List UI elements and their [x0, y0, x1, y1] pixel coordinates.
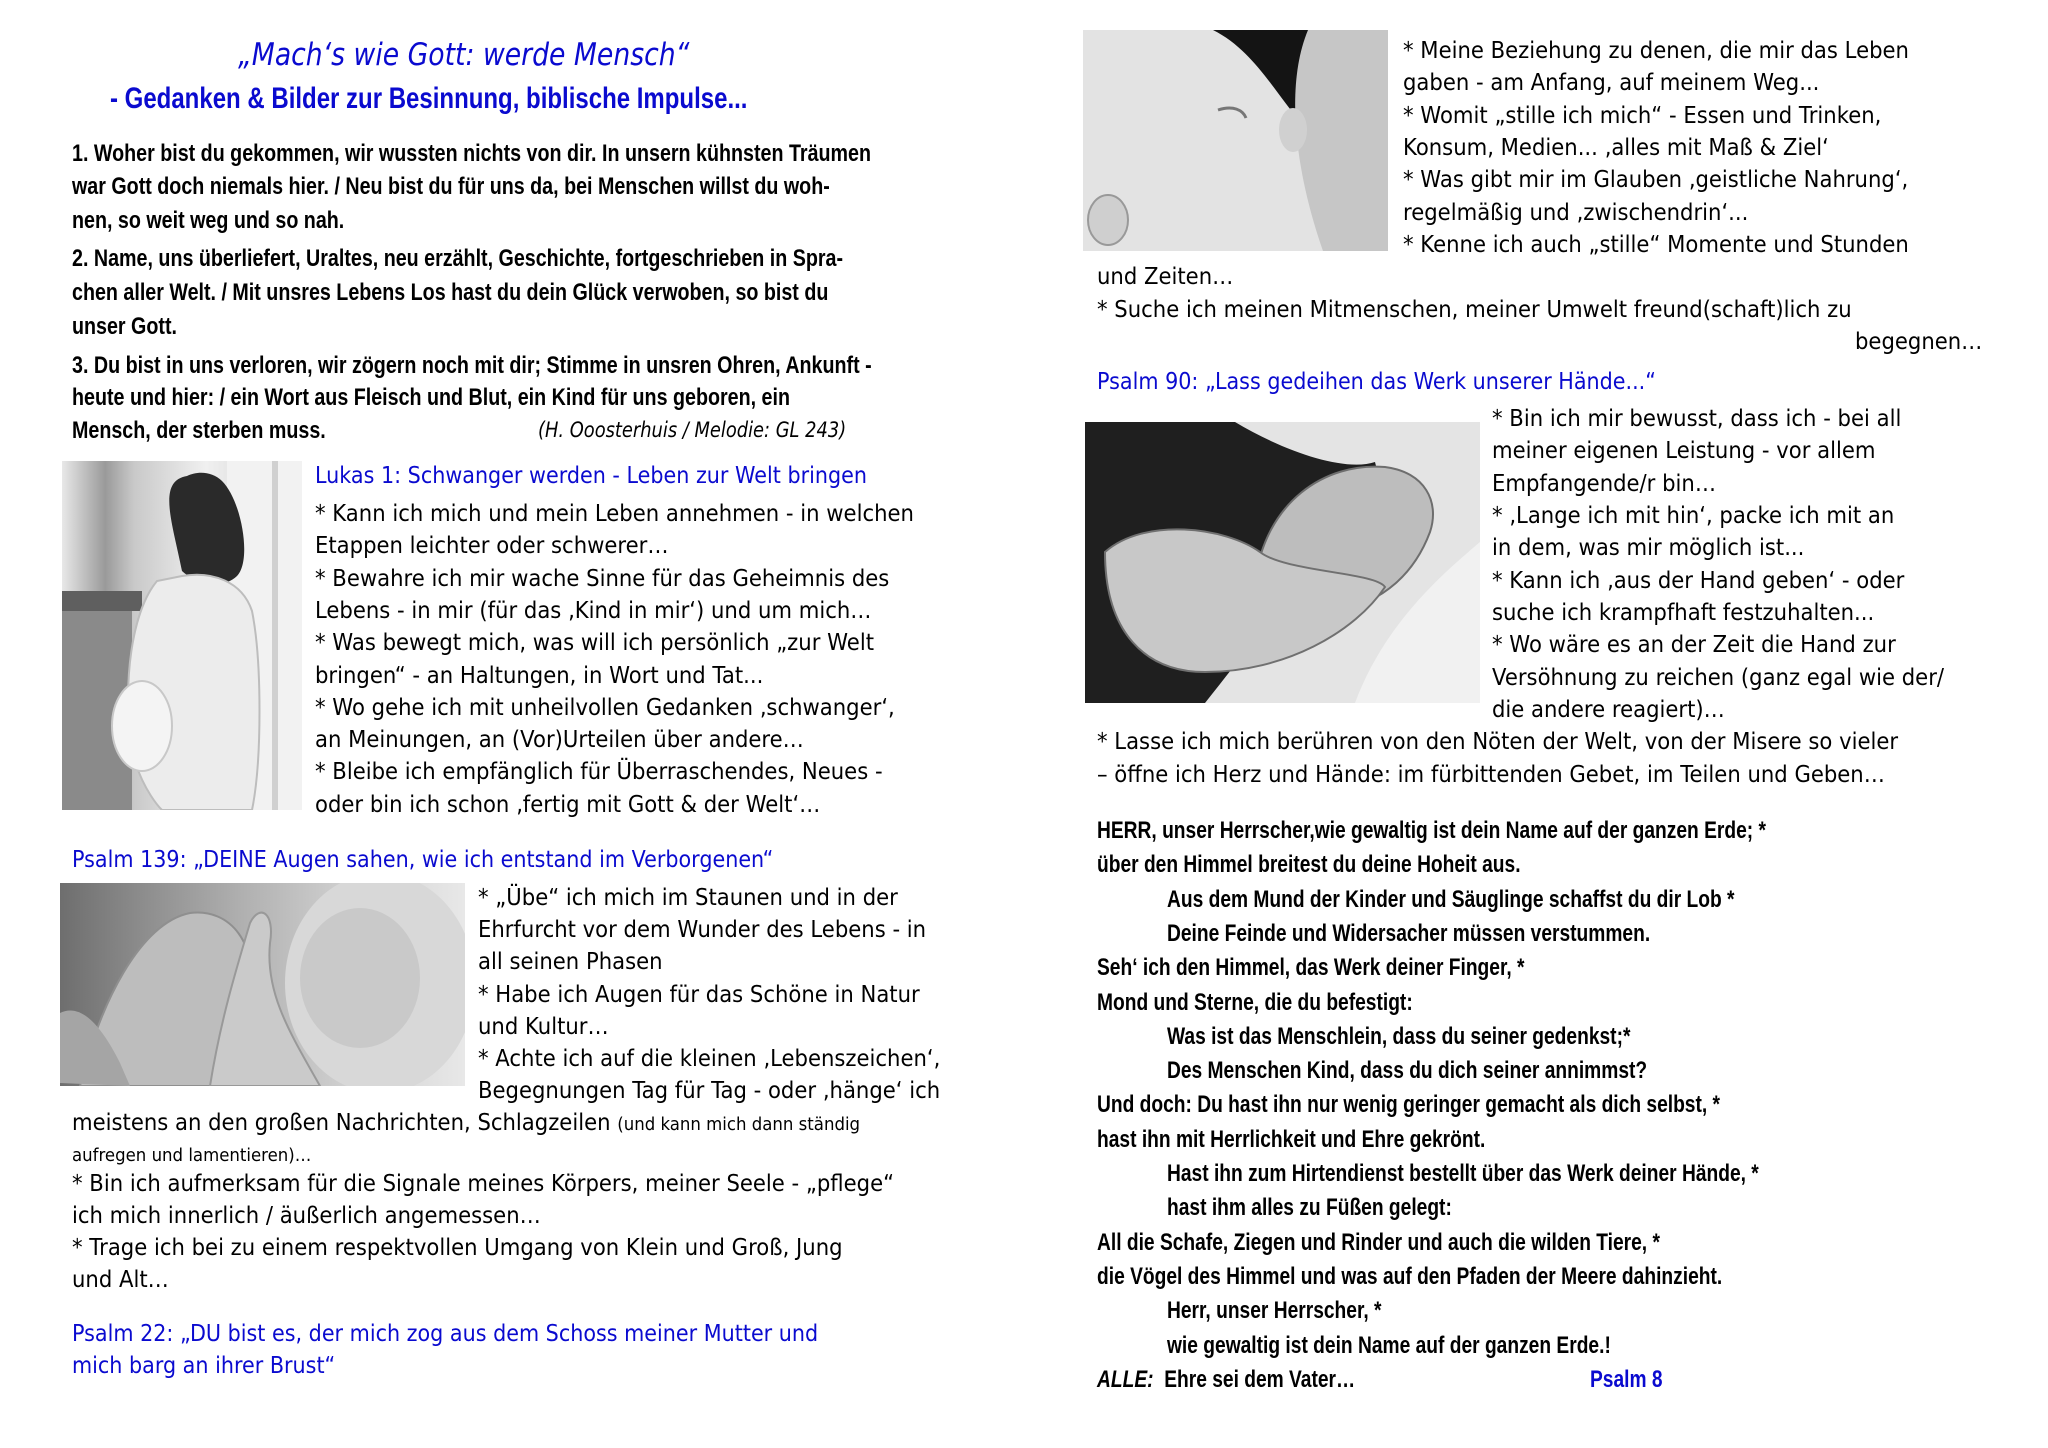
psalm90-line: * Bin ich mir bewusst, dass ich - bei all — [1492, 406, 1902, 432]
psalm139-line-meistens-small: (und kann mich dann ständig — [617, 1114, 861, 1135]
psalm139-line: * Habe ich Augen für das Schöne in Natur — [478, 982, 920, 1008]
song-line: 2. Name, uns überliefert, Uraltes, neu erzählt, Geschichte, fortgeschrieben in Spra- — [72, 245, 844, 272]
psalm139-line-meistens: meistens an den großen Nachrichten, Schlagzeilen — [72, 1110, 611, 1136]
psalm8-line: die Vögel des Himmel und was auf den Pfaden der Meere dahinzieht. — [1097, 1263, 1723, 1290]
right-top-line: begegnen… — [1855, 329, 1983, 355]
psalm90-line: suche ich krampfhaft festzuhalten... — [1492, 600, 1875, 626]
right-top-line: und Zeiten… — [1097, 264, 1234, 290]
song-line: heute und hier: / ein Wort aus Fleisch und Blut, ein Kind für uns geboren, ein — [72, 384, 790, 411]
psalm8-line: wie gewaltig ist dein Name auf der ganzen Erde.! — [1167, 1332, 1611, 1359]
psalm8-line: über den Himmel breitest du deine Hoheit aus. — [1097, 851, 1521, 878]
page-subtitle: - Gedanken & Bilder zur Besinnung, biblische Impulse... — [110, 82, 748, 115]
breastfeeding-image — [1083, 30, 1388, 251]
song-line: 3. Du bist in uns verloren, wir zögern noch mit dir; Stimme in unsren Ohren, Ankunft - — [72, 352, 872, 379]
baby-hands-image — [60, 883, 465, 1086]
psalm22-heading: Psalm 22: „DU bist es, der mich zog aus dem Schoss meiner Mutter und — [72, 1321, 819, 1347]
psalm8-line: Was ist das Menschlein, dass du seiner gedenkst;* — [1167, 1023, 1631, 1050]
lukas-line: bringen“ - an Haltungen, in Wort und Tat... — [315, 663, 764, 689]
psalm8-line: All die Schafe, Ziegen und Rinder und auch die wilden Tiere, * — [1097, 1229, 1660, 1256]
lukas-line: * Bleibe ich empfänglich für Überraschendes, Neues - — [315, 759, 883, 785]
right-top-line: * Was gibt mir im Glauben ‚geistliche Nahrung‘, — [1403, 167, 1909, 193]
psalm8-line: Herr, unser Herrscher, * — [1167, 1297, 1382, 1324]
photo-baby-hands — [60, 883, 465, 1086]
psalm139-line: aufregen und lamentieren)… — [72, 1145, 312, 1166]
psalm139-line: * Bin ich aufmerksam für die Signale meines Körpers, meiner Seele - „pflege“ — [72, 1171, 895, 1197]
psalm8-source: Psalm 8 — [1590, 1366, 1663, 1393]
psalm22-heading: mich barg an ihrer Brust“ — [72, 1353, 336, 1379]
psalm139-heading: Psalm 139: „DEINE Augen sahen, wie ich entstand im Verborgenen“ — [72, 847, 774, 873]
lukas-line: an Meinungen, an (Vor)Urteilen über andere… — [315, 727, 804, 753]
psalm90-line: * Lasse ich mich berühren von den Nöten der Welt, von der Misere so vieler — [1097, 729, 1899, 755]
psalm90-line: * Kann ich ‚aus der Hand geben‘ - oder — [1492, 568, 1905, 594]
old-hands-image — [1085, 422, 1480, 703]
pregnant-woman-image — [62, 461, 302, 810]
psalm139-line: all seinen Phasen — [478, 949, 663, 975]
right-top-line: * Suche ich meinen Mitmenschen, meiner Umwelt freund(schaft)lich zu — [1097, 297, 1852, 323]
page-title: „Mach‘s wie Gott: werde Mensch“ — [238, 37, 690, 73]
right-top-line: * Womit „stille ich mich“ - Essen und Trinken, — [1403, 103, 1882, 129]
psalm90-line: Versöhnung zu reichen (ganz egal wie der/ — [1492, 665, 1945, 691]
psalm8-line: Deine Feinde und Widersacher müssen verstummen. — [1167, 920, 1651, 947]
right-top-line: gaben - am Anfang, auf meinem Weg... — [1403, 70, 1820, 96]
psalm139-line: und Kultur… — [478, 1014, 609, 1040]
psalm8-alle-line — [1097, 1368, 1355, 1392]
lukas-line: oder bin ich schon ‚fertig mit Gott & der Welt‘… — [315, 792, 821, 818]
right-top-line: * Meine Beziehung zu denen, die mir das Leben — [1403, 38, 1909, 64]
lukas-line: Lebens - in mir (für das ‚Kind in mir‘) und um mich… — [315, 598, 872, 624]
psalm90-line: – öffne ich Herz und Hände: im fürbittenden Gebet, im Teilen und Geben… — [1097, 762, 1885, 788]
psalm139-line: * Achte ich auf die kleinen ‚Lebenszeichen‘, — [478, 1046, 941, 1072]
right-top-line: Konsum, Medien... ‚alles mit Maß & Ziel‘ — [1403, 135, 1829, 161]
psalm8-line: HERR, unser Herrscher,wie gewaltig ist dein Name auf der ganzen Erde; * — [1097, 817, 1766, 844]
song-line: nen, so weit weg und so nah. — [72, 207, 345, 234]
psalm90-line: Empfangende/r bin… — [1492, 471, 1716, 497]
psalm90-line: meiner eigenen Leistung - vor allem — [1492, 438, 1876, 464]
psalm139-line: und Alt… — [72, 1267, 169, 1293]
psalm139-line: * Trage ich bei zu einem respektvollen Umgang von Klein und Groß, Jung — [72, 1235, 843, 1261]
psalm8-line: hast ihn mit Herrlichkeit und Ehre gekrönt. — [1097, 1126, 1486, 1153]
psalm8-line: hast ihm alles zu Füßen gelegt: — [1167, 1194, 1452, 1221]
song-line: war Gott doch niemals hier. / Neu bist du für uns da, bei Menschen willst du woh- — [72, 173, 830, 200]
psalm90-line: * Wo wäre es an der Zeit die Hand zur — [1492, 632, 1896, 658]
lukas-line: * Was bewegt mich, was will ich persönlich „zur Welt — [315, 630, 875, 656]
right-top-line: regelmäßig und ‚zwischendrin‘... — [1403, 200, 1749, 226]
photo-old-hands — [1085, 422, 1480, 703]
psalm139-line — [72, 1112, 860, 1135]
psalm90-line: in dem, was mir möglich ist... — [1492, 535, 1805, 561]
psalm8-line: Aus dem Mund der Kinder und Säuglinge schaffst du dir Lob * — [1167, 886, 1735, 913]
psalm8-line: Und doch: Du hast ihn nur wenig geringer gemacht als dich selbst, * — [1097, 1091, 1721, 1118]
right-top-line: * Kenne ich auch „stille“ Momente und Stunden — [1403, 232, 1909, 258]
lukas-line: * Kann ich mich und mein Leben annehmen - in welchen — [315, 501, 914, 527]
psalm90-heading: Psalm 90: „Lass gedeihen das Werk unserer Hände...“ — [1097, 369, 1656, 395]
lukas-line: * Bewahre ich mir wache Sinne für das Geheimnis des — [315, 566, 890, 592]
song-line: unser Gott. — [72, 313, 177, 340]
psalm139-line: Begegnungen Tag für Tag - oder ‚hänge‘ ich — [478, 1078, 941, 1104]
song-credit: (H. Ooosterhuis / Melodie: GL 243) — [538, 418, 847, 442]
psalm139-line: * „Übe“ ich mich im Staunen und in der — [478, 885, 898, 911]
psalm8-alle-label: ALLE: — [1097, 1366, 1154, 1393]
lukas-heading: Lukas 1: Schwanger werden - Leben zur Welt bringen — [315, 463, 867, 489]
psalm139-line: Ehrfurcht vor dem Wunder des Lebens - in — [478, 917, 927, 943]
psalm139-line: ich mich innerlich / äußerlich angemessen… — [72, 1203, 541, 1229]
song-line: 1. Woher bist du gekommen, wir wussten nichts von dir. In unsern kühnsten Träumen — [72, 140, 872, 167]
photo-breastfeeding — [1083, 30, 1388, 251]
psalm8-line: Des Menschen Kind, dass du dich seiner annimmst? — [1167, 1057, 1648, 1084]
lukas-line: Etappen leichter oder schwerer… — [315, 533, 669, 559]
psalm8-line: Mond und Sterne, die du befestigt: — [1097, 989, 1413, 1016]
song-line: chen aller Welt. / Mit unsres Lebens Los hast du dein Glück verwoben, so bist du — [72, 279, 829, 306]
photo-pregnant-woman — [62, 461, 302, 810]
lukas-line: * Wo gehe ich mit unheilvollen Gedanken ‚schwanger‘, — [315, 695, 895, 721]
psalm90-line: * ‚Lange ich mit hin‘, packe ich mit an — [1492, 503, 1895, 529]
psalm8-line: Seh‘ ich den Himmel, das Werk deiner Finger, * — [1097, 954, 1525, 981]
psalm8-line: Hast ihn zum Hirtendienst bestellt über das Werk deiner Hände, * — [1167, 1160, 1759, 1187]
psalm8-alle-text: Ehre sei dem Vater… — [1164, 1366, 1356, 1393]
psalm90-line: die andere reagiert)… — [1492, 697, 1725, 723]
song-line: Mensch, der sterben muss. — [72, 417, 326, 444]
